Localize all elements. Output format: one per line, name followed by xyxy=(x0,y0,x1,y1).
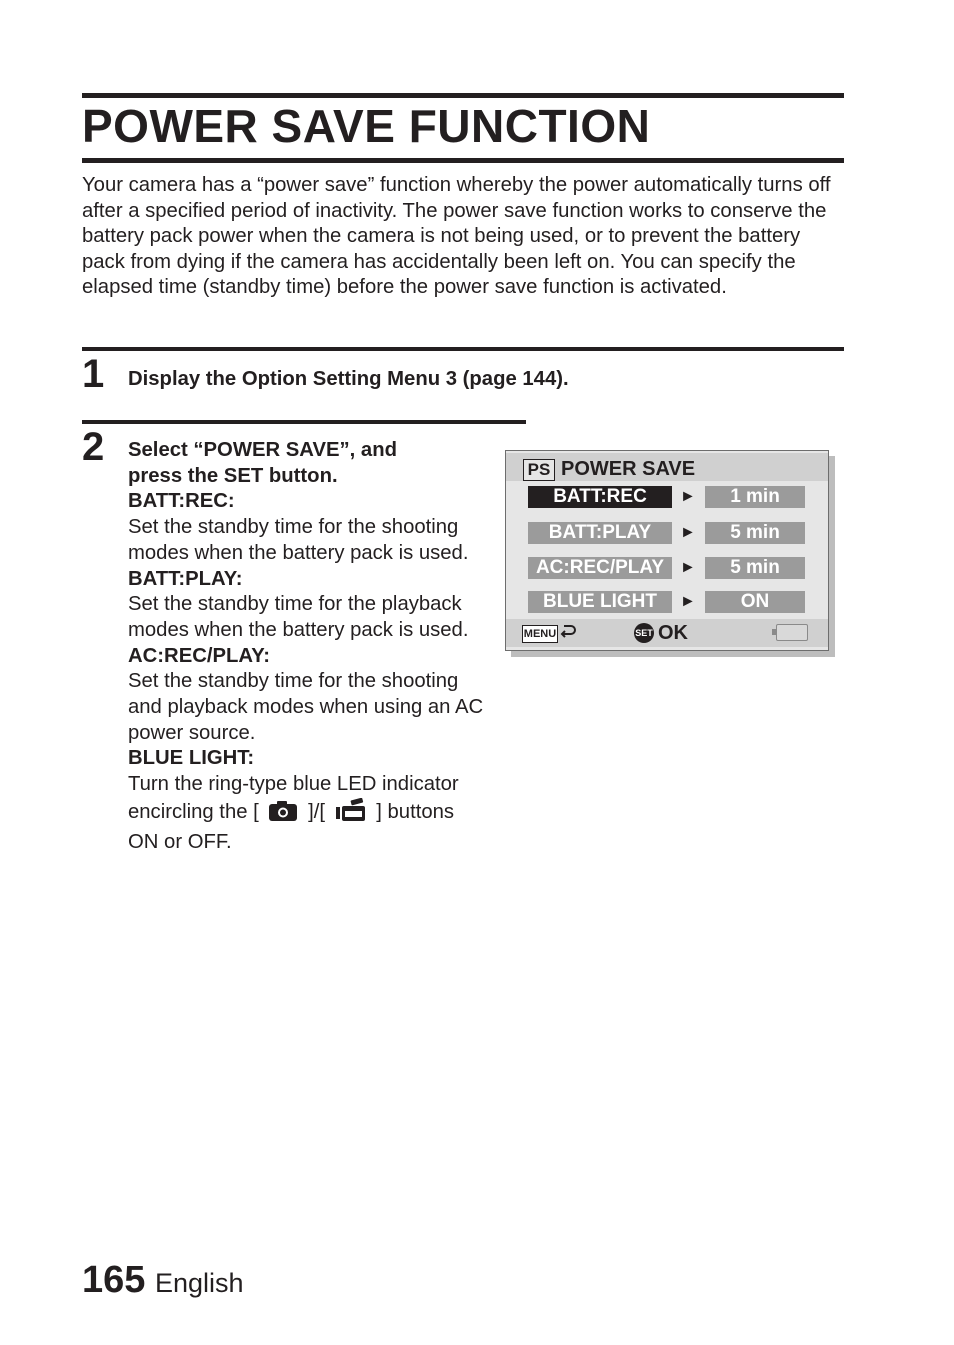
step2-instruction-2: press the SET button. xyxy=(128,464,338,487)
power-save-icon: PS xyxy=(523,459,555,481)
menu-row-label: BLUE LIGHT xyxy=(528,591,672,613)
menu-row-value: 5 min xyxy=(705,522,805,544)
set-button-icon: SET xyxy=(634,623,654,643)
intro-paragraph: Your camera has a “power save” function whereby the power automatically turns off after a specified period of inactivity. The power save function works to conserve the battery pack power when the camera is not being used, or to prevent the battery pack from dying if the camera has accidentally been left on. You can specify the elapsed time (standby time) before the power save function is activated. xyxy=(82,174,831,299)
desc-batt-rec: Set the standby time for the shooting modes when the battery pack is used. xyxy=(128,516,469,564)
term-blue-light: BLUE LIGHT: xyxy=(128,747,255,770)
menu-row-value: ON xyxy=(705,591,805,613)
page-title: POWER SAVE FUNCTION xyxy=(82,100,651,152)
screen-footer xyxy=(506,619,828,647)
menu-row-label: AC:REC/PLAY xyxy=(528,557,672,579)
title-rule-bottom xyxy=(82,158,844,163)
step2-number: 2 xyxy=(82,425,105,469)
step2-rule xyxy=(82,420,526,424)
desc-blue-light-mid: ]/[ xyxy=(308,800,325,823)
step1-rule xyxy=(82,347,844,351)
menu-row-value: 5 min xyxy=(705,557,805,579)
term-batt-play: BATT:PLAY: xyxy=(128,567,243,590)
step1-number: 1 xyxy=(82,352,105,396)
step1-text: Display the Option Setting Menu 3 (page 144). xyxy=(128,368,569,390)
step2-body xyxy=(128,438,488,855)
video-camera-icon xyxy=(335,798,367,830)
right-arrow-icon: ► xyxy=(680,488,696,505)
screen-title: POWER SAVE xyxy=(561,458,696,480)
menu-icon: MENU xyxy=(522,625,558,643)
menu-row-label: BATT:PLAY xyxy=(528,522,672,544)
right-arrow-icon: ► xyxy=(680,559,696,576)
menu-row-value: 1 min xyxy=(705,486,805,508)
desc-blue-light-end: ] buttons ON or OFF. xyxy=(128,800,455,853)
camera-screen xyxy=(505,450,829,651)
step2-instruction-1: Select “POWER SAVE”, and xyxy=(128,439,397,461)
ok-label: OK xyxy=(658,622,688,644)
term-ac-rec-play: AC:REC/PLAY: xyxy=(128,644,270,667)
desc-batt-play: Set the standby time for the playback modes when the battery pack is used. xyxy=(128,593,469,641)
term-batt-rec: BATT:REC: xyxy=(128,490,235,513)
page-number: 165 xyxy=(82,1259,146,1301)
desc-blue-light-start: Turn the ring-type blue LED indicator encircling the [ xyxy=(128,773,459,823)
page-language: English xyxy=(155,1268,244,1298)
battery-icon xyxy=(776,624,808,641)
desc-blue-light xyxy=(128,772,488,855)
desc-ac-rec-play: Set the standby time for the shooting and playback modes when using an AC power source. xyxy=(128,670,484,744)
right-arrow-icon: ► xyxy=(680,524,696,541)
menu-row-label: BATT:REC xyxy=(528,486,672,508)
return-icon xyxy=(559,623,577,646)
camera-icon xyxy=(268,800,298,830)
screen-header xyxy=(506,453,828,481)
right-arrow-icon: ► xyxy=(680,593,696,610)
